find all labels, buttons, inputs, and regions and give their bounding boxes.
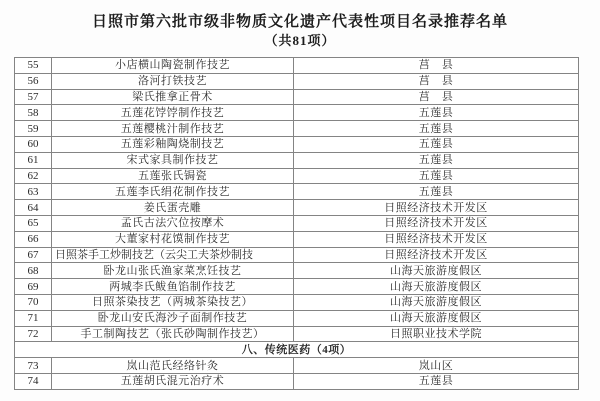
project-name: 孟氏古法穴位按摩术 <box>52 215 294 231</box>
region-name: 五莲县 <box>294 168 579 184</box>
project-name: 五莲张氏锔瓷 <box>52 168 294 184</box>
region-name: 日照经济技术开发区 <box>294 200 579 216</box>
table-row <box>15 89 579 105</box>
table-row <box>15 136 579 152</box>
table-row <box>15 247 579 263</box>
table-row <box>15 263 579 279</box>
heritage-projects-table <box>14 57 579 390</box>
project-name: 日照茶手工炒制技艺（云尖工夫茶炒制技 <box>52 247 294 263</box>
table-row <box>15 326 579 342</box>
project-name: 卧龙山安氏海沙子面制作技艺 <box>52 310 294 326</box>
table-row <box>15 121 579 137</box>
project-name: 两城李氏鲅鱼馅制作技艺 <box>52 279 294 295</box>
row-number: 70 <box>15 294 52 310</box>
table-row <box>15 184 579 200</box>
row-number: 59 <box>15 121 52 137</box>
region-name: 山海天旅游度假区 <box>294 279 579 295</box>
project-name: 手工制陶技艺（张氏砂陶制作技艺） <box>52 326 294 342</box>
project-name: 洛河打铁技艺 <box>52 73 294 89</box>
row-number: 60 <box>15 136 52 152</box>
table-row <box>15 200 579 216</box>
project-name: 五莲樱桃汁制作技艺 <box>52 121 294 137</box>
project-name: 五莲胡氏混元治疗术 <box>52 373 294 389</box>
project-name: 五莲彩釉陶烧制技艺 <box>52 136 294 152</box>
row-number: 68 <box>15 263 52 279</box>
region-name: 五莲县 <box>294 373 579 389</box>
region-name: 日照经济技术开发区 <box>294 247 579 263</box>
table-row <box>15 168 579 184</box>
row-number: 73 <box>15 358 52 374</box>
region-name: 五莲县 <box>294 184 579 200</box>
project-name: 岚山范氏经络针灸 <box>52 358 294 374</box>
region-name: 山海天旅游度假区 <box>294 294 579 310</box>
region-name: 五莲县 <box>294 136 579 152</box>
section-header: 八、传统医药（4项） <box>15 342 579 358</box>
project-name: 卧龙山张氏渔家菜烹饪技艺 <box>52 263 294 279</box>
table-row <box>15 373 579 389</box>
row-number: 71 <box>15 310 52 326</box>
project-name: 五莲花饽饽制作技艺 <box>52 105 294 121</box>
row-number: 66 <box>15 231 52 247</box>
table-row <box>15 105 579 121</box>
region-name: 日照经济技术开发区 <box>294 231 579 247</box>
project-name: 宋式家具制作技艺 <box>52 152 294 168</box>
project-name: 梁氏推拿正骨术 <box>52 89 294 105</box>
row-number: 57 <box>15 89 52 105</box>
row-number: 69 <box>15 279 52 295</box>
row-number: 65 <box>15 215 52 231</box>
table-row <box>15 231 579 247</box>
region-name: 五莲县 <box>294 121 579 137</box>
table-row <box>15 73 579 89</box>
table-row <box>15 294 579 310</box>
row-number: 63 <box>15 184 52 200</box>
region-name: 莒 县 <box>294 58 579 74</box>
table-row <box>15 152 579 168</box>
row-number: 67 <box>15 247 52 263</box>
table-row <box>15 358 579 374</box>
table-row <box>15 58 579 74</box>
row-number: 55 <box>15 58 52 74</box>
row-number: 74 <box>15 373 52 389</box>
project-name: 大董家村花馍制作技艺 <box>52 231 294 247</box>
table-row <box>15 279 579 295</box>
region-name: 莒 县 <box>294 89 579 105</box>
project-name: 五莲李氏绢花制作技艺 <box>52 184 294 200</box>
table-row <box>15 215 579 231</box>
region-name: 山海天旅游度假区 <box>294 310 579 326</box>
project-name: 小店横山陶瓷制作技艺 <box>52 58 294 74</box>
row-number: 72 <box>15 326 52 342</box>
region-name: 日照职业技术学院 <box>294 326 579 342</box>
row-number: 61 <box>15 152 52 168</box>
page-title-line2: （共81项） <box>264 33 336 48</box>
region-name: 五莲县 <box>294 105 579 121</box>
region-name: 五莲县 <box>294 152 579 168</box>
page-title-line1: 日照市第六批市级非物质文化遗产代表性项目名录推荐名单 <box>91 14 508 30</box>
project-name: 姜氏蛋壳雕 <box>52 200 294 216</box>
project-name: 日照茶染技艺（两城茶染技艺） <box>52 294 294 310</box>
row-number: 58 <box>15 105 52 121</box>
table-row <box>15 310 579 326</box>
region-name: 岚山区 <box>294 358 579 374</box>
page-title <box>0 13 600 49</box>
row-number: 56 <box>15 73 52 89</box>
region-name: 日照经济技术开发区 <box>294 215 579 231</box>
row-number: 64 <box>15 200 52 216</box>
region-name: 山海天旅游度假区 <box>294 263 579 279</box>
region-name: 莒 县 <box>294 73 579 89</box>
section-row <box>15 342 579 358</box>
row-number: 62 <box>15 168 52 184</box>
table-body <box>15 58 579 390</box>
